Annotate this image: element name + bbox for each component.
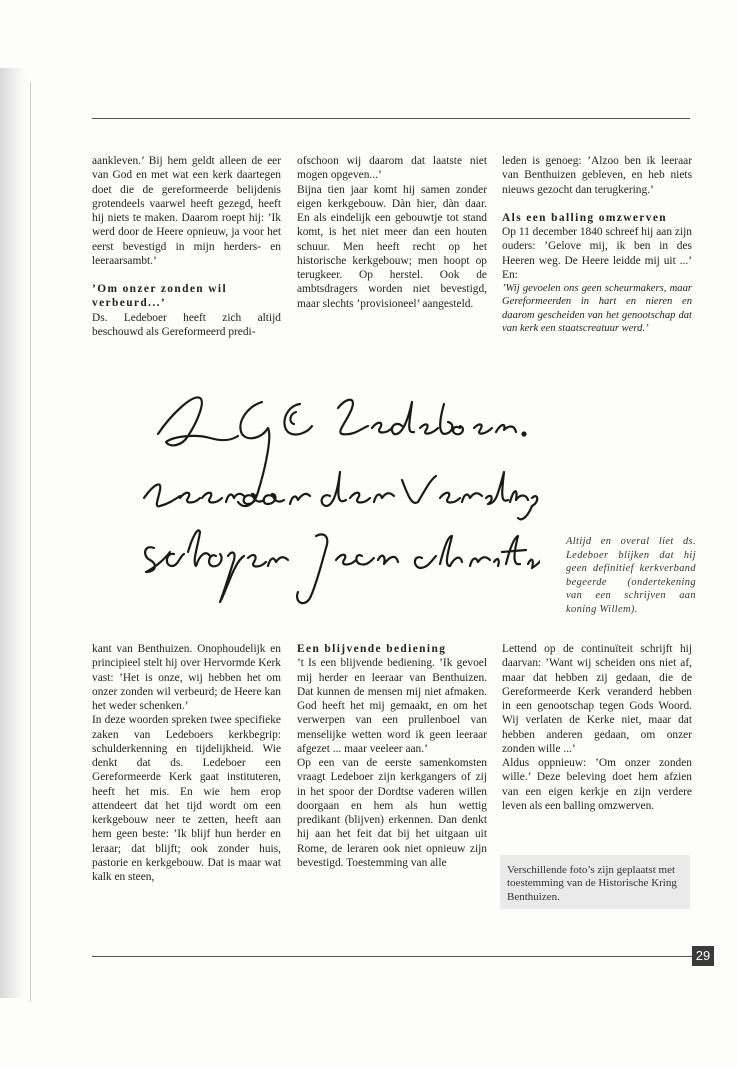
handwritten-signature (140, 376, 540, 606)
top-rule (92, 118, 690, 119)
paragraph: In deze woorden spreken twee specifieke zaken van Ledeboers kerkbegrip: schulderkenning en tijdelijkheid. Wie denkt dat ds. Ledeboer een Gereformeerde Kerk gaat instituteren, heeft het mis. En wie hem erop attendeert dat het tijd wordt om een kerkgebouw neer te zetten, heeft aan hem geen beste: ’Ik blijf hun herder en leraar; dat blijft; ook zonder huis, pastorie en kerkgebouw. Dat is maar wat kalk en steen, (92, 714, 281, 883)
paragraph: kant van Benthuizen. Onophoudelijk en principieel stelt hij over Hervormde Kerk vast: ’Het is onze, wij hebben het om onzer zonden wil verbeurd; de Heere kan het weder schenken.’ (92, 643, 281, 712)
paragraph: ’t Is een blijvende bediening. ’Ik gevoel mij herder en leeraar van Benthuizen. Dat kunnen de mensen mij niet afmaken. God heeft het mij gemaakt, en om het verwerpen van een prullenboel van menselijke wetten word ik geen leeraar afgezet ... maar veeleer aan.’ (297, 657, 487, 755)
section-heading: Een blijvende bediening (297, 643, 447, 655)
text-column-5 (297, 642, 487, 870)
text-column-2 (297, 154, 487, 311)
section-heading: Als een balling omzwerven (502, 211, 668, 224)
text-column-1 (92, 154, 281, 339)
paragraph: ofschoon wij daarom dat laatste niet mogen opgeven...’ (297, 155, 487, 182)
paragraph: Op 11 december 1840 schreef hij aan zijn ouders: ’Gelove mij, ik ben in des Heeren weg. De Heere leidde mij uit ...’ En: (502, 226, 692, 281)
signature-caption: Altijd en overal liet ds. Ledeboer blijken dat hij geen definitief kerkverband begeerde (ondertekening van een schrijven aan koning Willem). (566, 536, 696, 615)
photo-credit-box: Verschillende foto’s zijn geplaatst met toestemming van de Historische Kring Benthuizen. (500, 855, 690, 909)
text-column-4 (92, 642, 281, 884)
section-heading: ’Om onzer zonden wil verbeurd...’ (92, 283, 228, 310)
text-column-3 (502, 154, 692, 336)
paragraph: Bijna tien jaar komt hij samen zonder eigen kerkgebouw. Dàn hier, dàn daar. En als eindelijk een gebouwtje tot stand komt, is het niet meer dan een houten schuur. Men heeft recht op het historische kerkgebouw; men hoopt op terugkeer. Op herstel. Ook de ambtsdragers worden niet bevestigd, maar slechts ’provisioneel’ aangesteld. (297, 183, 487, 310)
paragraph: Lettend op de continuïteit schrijft hij daarvan: ’Want wij scheiden ons niet af, maar dat hebben zij gedaan, die de Gereformeerde Kerk veranderd hebben in een genootschap tegen Gods Woord. Wij verlaten de Kerke niet, maar dat hebben anderen gedaan, om onzer zonden wille ...’ (502, 643, 692, 755)
bottom-rule (92, 956, 692, 957)
gutter-line (30, 82, 31, 1002)
book-gutter-shadow (0, 68, 26, 998)
paragraph: Ds. Ledeboer heeft zich altijd beschouwd als Gereformeerd predi- (92, 311, 281, 338)
italic-quote: ’Wij gevoelen ons geen scheurmakers, maar Gereformeerden in hart en nieren en daarom gescheiden van het genootschap dat van kerk een staatscreatuur werd.’ (502, 283, 692, 335)
page-number: 29 (692, 946, 714, 966)
paragraph: aankleven.’ Bij hem geldt alleen de eer van God en met wat een kerk daartegen doet die de gereformeerde belijdenis grotendeels vaarwel heeft gezegd, heeft hij niets te maken. Daarom roept hij: ’Ik werd door de Heere opnieuw, ja voor het eerst bevestigd in mijn herders- en leeraarsambt.’ (92, 155, 281, 267)
paragraph: Op een van de eerste samenkomsten vraagt Ledeboer zijn kerkgangers of zij in het spoor der Dordtse vaderen willen doorgaan en hem als hun wettig predikant (blijven) erkennen. Dan denkt hij aan het feit dat bij het uitgaan uit Rome, de leraren ook niet opnieuw zijn bevestigd. Toestemming van alle (297, 757, 487, 869)
paragraph: leden is genoeg: ’Alzoo ben ik leeraar van Benthuizen gebleven, en heb niets nieuws gezocht dan terugkering.’ (502, 155, 692, 196)
paragraph: Aldus oppnieuw: ’Om onzer zonden wille.’ Deze beleving doet hem afzien van een eigen kerkje en zijn verdere leven als een balling omzwerven. (502, 757, 692, 812)
text-column-6 (502, 642, 692, 813)
